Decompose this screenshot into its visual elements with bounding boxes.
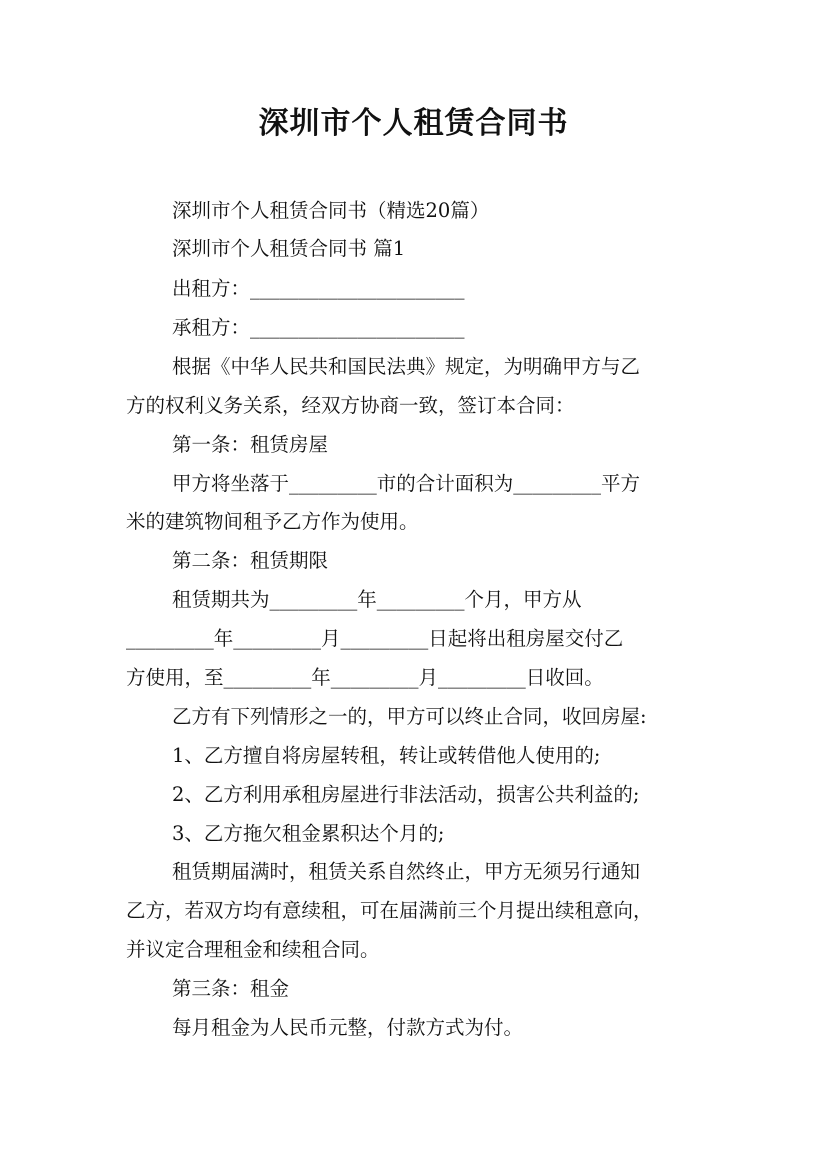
subtitle-line: 深圳市个人租赁合同书（精选20篇） bbox=[172, 199, 490, 222]
clause-heading-line: 第三条：租金 bbox=[172, 977, 290, 1000]
paragraph-line: 根据《中华人民共和国民法典》规定，为明确甲方与乙 bbox=[172, 355, 641, 378]
paragraph-line: 每月租金为人民币元整，付款方式为付。 bbox=[172, 1016, 524, 1039]
paragraph-line: 米的建筑物间租予乙方作为使用。 bbox=[126, 510, 419, 533]
clause-heading-line: 第一条：租赁房屋 bbox=[172, 433, 329, 456]
lessor-line: 出租方：______________________ bbox=[172, 277, 465, 300]
paragraph-line: 租赁期届满时，租赁关系自然终止，甲方无须另行通知 bbox=[172, 860, 641, 883]
paragraph-line: 乙方有下列情形之一的，甲方可以终止合同，收回房屋: bbox=[172, 705, 647, 728]
lessee-line: 承租方：______________________ bbox=[172, 316, 465, 339]
paragraph-line: _________年_________月_________日起将出租房屋交付乙 bbox=[126, 627, 624, 650]
paragraph-line: 并议定合理租金和续租合同。 bbox=[126, 938, 380, 961]
document-title: 深圳市个人租赁合同书 bbox=[258, 106, 569, 141]
paragraph-line: 甲方将坐落于_________市的合计面积为_________平方 bbox=[172, 472, 641, 495]
paragraph-line: 方使用，至_________年_________月_________日收回。 bbox=[126, 666, 604, 689]
paragraph-line: 乙方，若双方均有意续租，可在届满前三个月提出续租意向， bbox=[126, 899, 653, 922]
paragraph-line: 租赁期共为_________年_________个月，甲方从 bbox=[172, 588, 582, 611]
list-item: 3、乙方拖欠租金累积达个月的; bbox=[172, 822, 445, 845]
section-heading-line: 深圳市个人租赁合同书 篇1 bbox=[172, 237, 406, 260]
list-item: 1、乙方擅自将房屋转租，转让或转借他人使用的; bbox=[172, 744, 601, 767]
clause-heading-line: 第二条：租赁期限 bbox=[172, 549, 329, 572]
list-item: 2、乙方利用承租房屋进行非法活动，损害公共利益的; bbox=[172, 783, 640, 806]
paragraph-line: 方的权利义务关系，经双方协商一致，签订本合同： bbox=[126, 394, 575, 417]
